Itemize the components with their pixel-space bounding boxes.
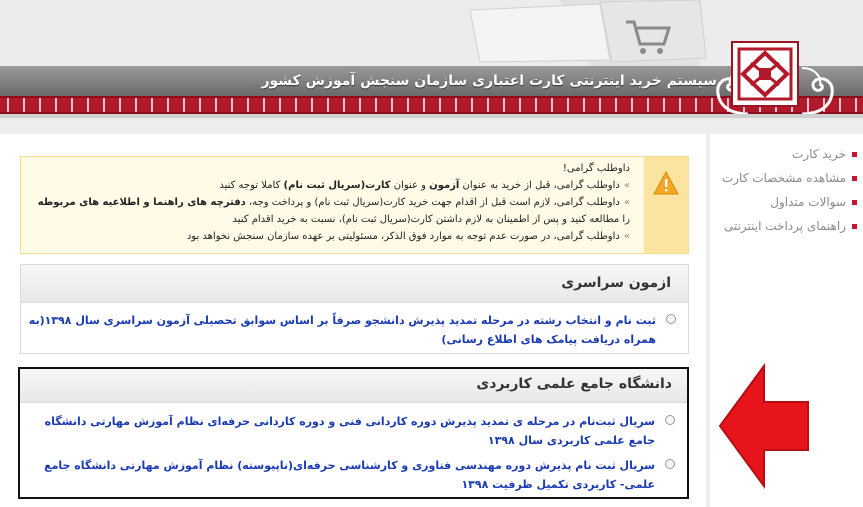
ornament-right-icon [802,58,860,114]
warning-icon [653,171,679,195]
sidebar-item-label: خرید کارت [792,147,846,161]
sidebar-item-view-card[interactable] [710,166,863,190]
sidebar-item-payment-guide[interactable] [710,214,863,238]
sidebar-item-buy-card[interactable] [710,142,863,166]
notice-line-3: »داوطلب گرامی، در صورت عدم توجه به موارد فوق الذکر، مسئولیتی بر عهده سازمان سنجش نخواهد بود [186,231,630,242]
site-title: سیستم خرید اینترنتی کارت اعتباری سازمان سنجش آموزش کشور [261,73,717,89]
exam-section-title: ازمون سراسری [21,265,688,303]
exam-section [20,264,689,354]
sidebar-item-label: سوالات متداول [770,195,846,209]
bullet-icon [852,224,857,229]
radio-button[interactable] [665,459,675,469]
notice-box [20,156,689,254]
sidebar-item-label: مشاهده مشخصات کارت [721,171,846,185]
radio-button[interactable] [665,415,675,425]
bullet-icon [852,152,857,157]
exam-option[interactable] [21,311,676,349]
university-section [18,367,689,499]
notice-line-1: »داوطلب گرامی، قبل از خرید به عنوان آزمون و عنوان کارت(سریال ثبت نام) کاملا توجه کنید [219,180,630,191]
notice-line-2: »داوطلب گرامی، لازم است قبل از اقدام جهت خرید کارت(سریال ثبت نام) و پرداخت وجه، دفترچه های راهنما و اطلاعیه های مربوطه را مطالعه کنید و پس از اطمینان به لازم داشتن کارت(سریال ثبت نام)، نسبت به خرید اقدام کنید [37,197,630,225]
sidebar-item-faq[interactable] [710,190,863,214]
university-option[interactable] [20,456,675,494]
red-arrow-icon [716,362,812,490]
university-option[interactable] [20,412,675,450]
bullet-icon [852,176,857,181]
shopping-cart-icon [620,14,674,58]
notice-greeting: داوطلب گرامی! [562,163,630,174]
site-header [0,0,863,118]
bullet-icon [852,200,857,205]
notice-text [30,160,630,245]
university-option-label[interactable]: سریال ثبت نام پذیرش دوره مهندسی فناوری و کارشناسی حرفه‌ای(ناپیوسته) نظام آموزش مهارتی دانشگاه جامع علمی- کاربردی تکمیل ظرفیت ۱۳۹۸ [44,459,655,491]
university-section-title: دانشگاه جامع علمی کاربردی [20,369,687,403]
university-option-label[interactable]: سریال ثبت‌نام در مرحله ی تمدید پذیرش دوره کاردانی فنی و دوره کاردانی حرفه‌ای نظام آموزش مهارتی دانشگاه جامع علمی کاربردی سال ۱۳۹۸ [44,415,655,447]
sidebar-item-label: راهنمای پرداخت اینترنتی [723,219,846,233]
sanjesh-logo[interactable] [731,41,799,107]
notice-icon-area [644,157,688,253]
exam-option-label[interactable]: ثبت نام و انتخاب رشته در مرحله تمدید پذیرش دانشجو صرفاً بر اساس سوابق تحصیلی آزمون سراسری سال ۱۳۹۸(به همراه دریافت پیامک های اطلاع رسانی) [28,314,656,346]
radio-button[interactable] [666,314,676,324]
